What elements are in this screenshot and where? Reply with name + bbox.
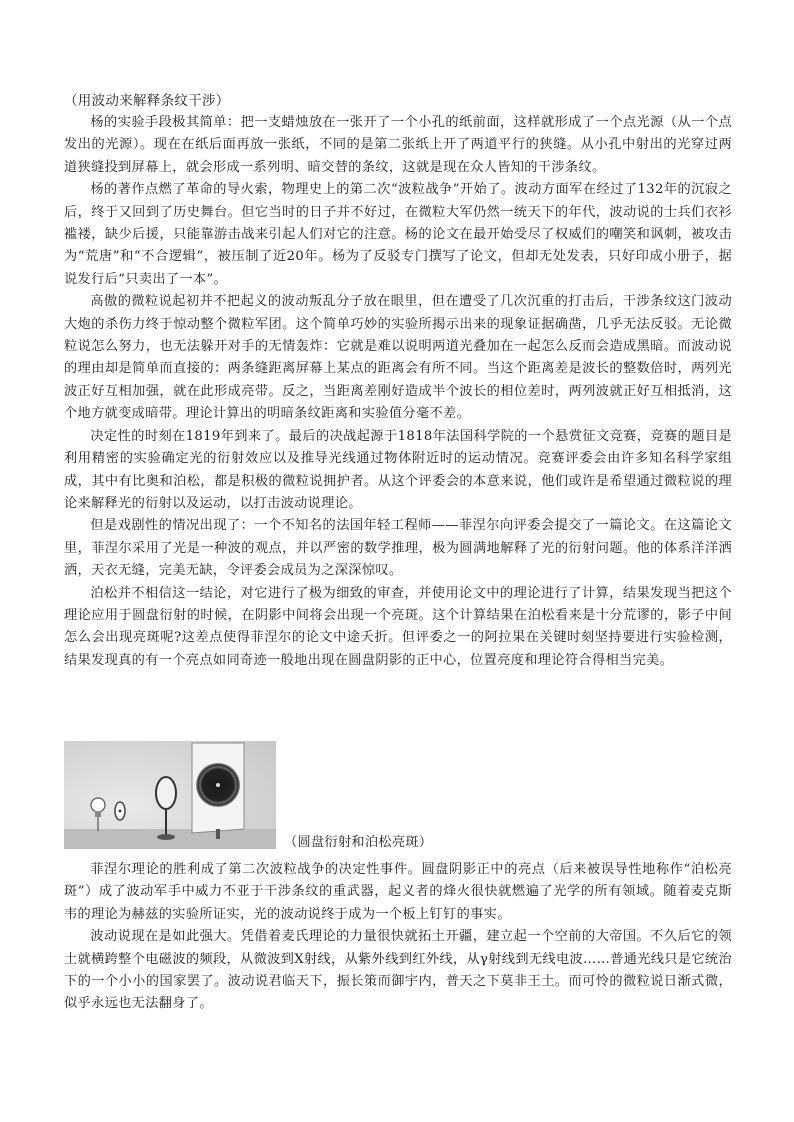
disc-diffraction-figure — [64, 741, 276, 849]
disc-diffraction-illustration — [64, 741, 276, 849]
paragraph: 决定性的时刻在1819年到来了。最后的决战起源于1818年法国科学院的一个悬赏征文竞赛，竞赛的题目是利用精密的实验确定光的衍射效应以及推导光线通过物体附近时的运动情况。竞赛评委会由许多知名科学家组成，其中有比奥和泊松，都是积极的微粒说拥护者。从这个评委会的本意来说，他们或许是希望通过微粒说的理论来解释光的衍射以及运动，以打击波动说理论。 — [64, 428, 732, 511]
paragraph: 但是戏剧性的情况出现了：一个不知名的法国年轻工程师——菲涅尔向评委会提交了一篇论文。在这篇论文里，菲涅尔采用了光是一种波的观点，并以严密的数学推理，极为圆满地解释了光的衍射问题。他的体系洋洋洒洒，天衣无缝，完美无缺，令评委会成员为之深深惊叹。 — [64, 518, 732, 579]
section-caption: （用波动来解释条纹干涉） — [64, 93, 230, 109]
body-text-top — [64, 112, 732, 672]
paragraph: 泊松并不相信这一结论，对它进行了极为细致的审查，并使用论文中的理论进行了计算，结果发现当把这个理论应用于圆盘衍射的时候，在阴影中间将会出现一个亮斑。这个计算结果在泊松看来是十分荒谬的，影子中间怎么会出现亮斑呢?这差点使得菲涅尔的论文中途夭折。但评委之一的阿拉果在关键时刻坚持要进行实验检测，结果发现真的有一个亮点如同奇迹一般地出现在圆盘阴影的正中心，位置亮度和理论符合得相当完美。 — [64, 585, 732, 668]
paragraph: 菲涅尔理论的胜利成了第二次波粒战争的决定性事件。圆盘阴影正中的亮点（后来被误导性地称作“泊松亮斑”）成了波动军手中威力不亚于干涉条纹的重武器，起义者的烽火很快就燃遍了光学的所有领域。随着麦克斯韦的理论为赫兹的实验所证实，光的波动说终于成为一个板上钉钉的事实。 — [64, 862, 732, 922]
paragraph: 杨的著作点燃了革命的导火索，物理史上的第二次“波粒战争”开始了。波动方面军在经过了132年的沉寂之后，终于又回到了历史舞台。但它当时的日子并不好过，在微粒大军仍然一统天下的年代，波动说的士兵们衣衫褴褛，缺少后援，只能靠游击战来引起人们对它的注意。杨的论文在最开始受尽了权威们的嘲笑和讽刺，被攻击为“荒唐”和“不合逻辑”，被压制了近20年。杨为了反驳专门撰写了论文，但却无处发表，只好印成小册子，据说发行后“只卖出了一本”。 — [64, 182, 732, 287]
figure-row — [64, 741, 744, 853]
body-text-bottom — [64, 859, 732, 1016]
paragraph: 杨的实验手段极其简单：把一支蜡烛放在一张开了一个小孔的纸前面，这样就形成了一个点光源（从一个点发出的光源）。现在在纸后面再放一张纸，不同的是第二张纸上开了两道平行的狭缝。从小孔中射出的光穿过两道狭缝投到屏幕上，就会形成一系列明、暗交替的条纹，这就是现在众人皆知的干涉条纹。 — [64, 115, 732, 175]
paragraph: 波动说现在是如此强大。凭借着麦氏理论的力量很快就拓土开疆，建立起一个空前的大帝国。不久后它的领土就横跨整个电磁波的频段，从微波到X射线，从紫外线到红外线，从γ射线到无线电波……普通光线只是它统治下的一个小小的国家罢了。波动说君临天下，振长策而御宇内，普天之下莫非王土。而可怜的微粒说日渐式微，似乎永远也无法翻身了。 — [64, 929, 732, 1012]
figure-caption: （圆盘衍射和泊松亮斑） — [284, 835, 433, 850]
paragraph: 高傲的微粒说起初并不把起义的波动叛乱分子放在眼里，但在遭受了几次沉重的打击后，干涉条纹这门波动大炮的杀伤力终于惊动整个微粒军团。这个简单巧妙的实验所揭示出来的现象证据确凿，几乎无法反驳。无论微粒说怎么努力，也无法躲开对手的无情轰炸：它就是难以说明两道光叠加在一起怎么反而会造成黑暗。而波动说的理由却是简单而直接的：两条缝距离屏幕上某点的距离会有所不同。当这个距离差是波长的整数倍时，两列光波正好互相加强，就在此形成亮带。反之，当距离差刚好造成半个波长的相位差时，两列波就正好互相抵消，这个地方就变成暗带。理论计算出的明暗条纹距离和实验值分毫不差。 — [64, 294, 732, 422]
